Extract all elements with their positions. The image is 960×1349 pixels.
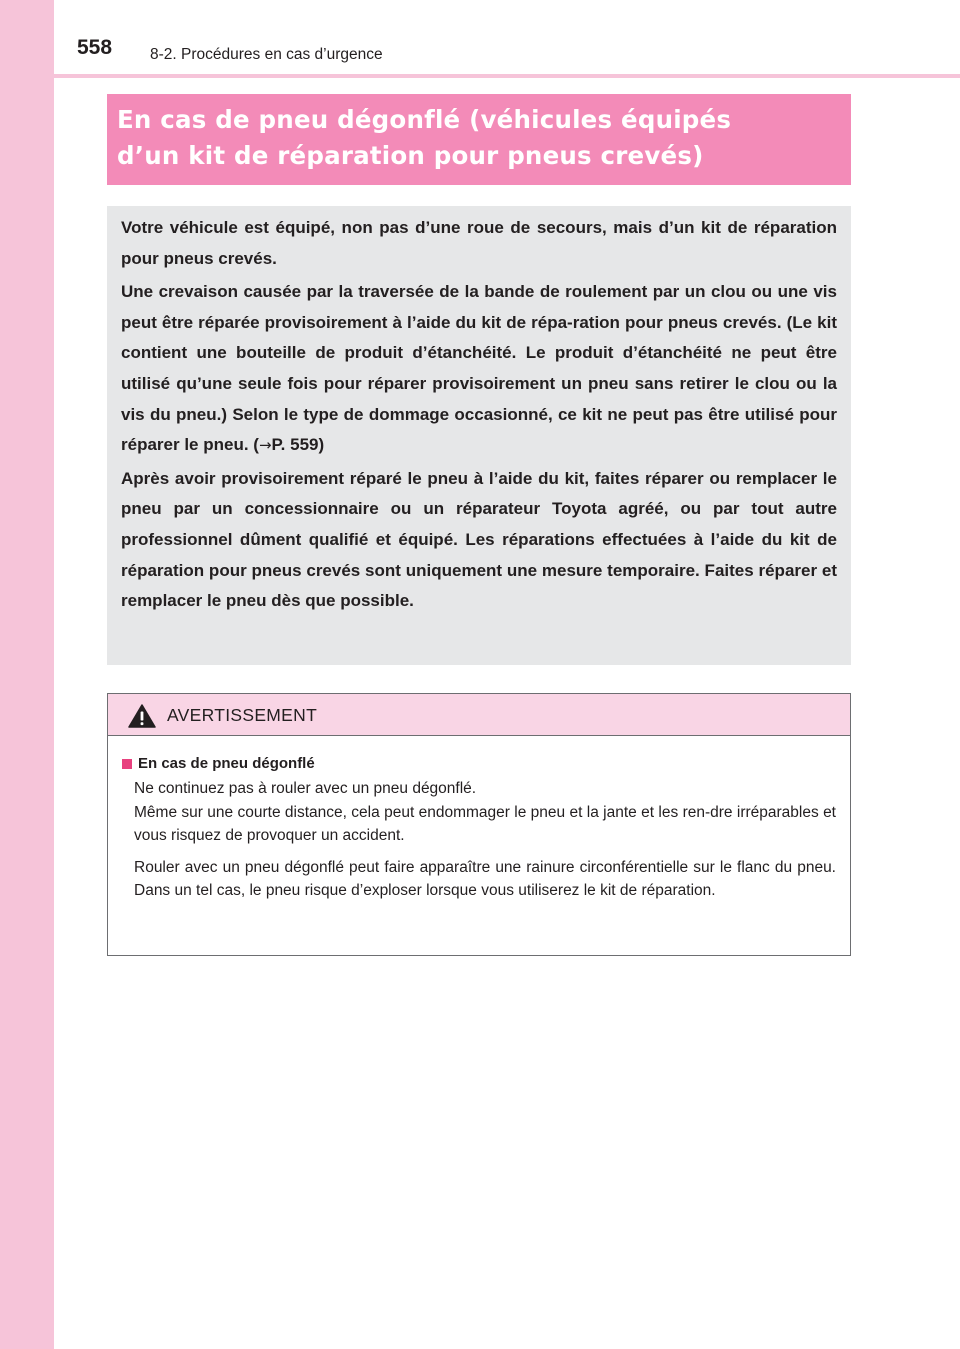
intro-paragraph-1: Votre véhicule est équipé, non pas d’une roue de secours, mais d’un kit de réparation pour pneus crevés. xyxy=(121,218,837,268)
warning-label: AVERTISSEMENT xyxy=(167,705,318,725)
section-title-line-1: En cas de pneu dégonflé (véhicules équipés xyxy=(117,105,732,134)
warning-paragraph-1: Ne continuez pas à rouler avec un pneu dégonflé. xyxy=(134,780,477,797)
section-breadcrumb: 8-2. Procédures en cas d’urgence xyxy=(150,46,383,63)
section-title-banner xyxy=(107,94,851,185)
warning-header xyxy=(108,694,850,736)
warning-paragraph-2: Même sur une courte distance, cela peut endommager le pneu et la jante et les ren-dre irréparables et vous risquez de provoquer un accident. xyxy=(134,803,836,844)
warning-heading xyxy=(122,753,836,775)
section-title-line-2: d’un kit de réparation pour pneus crevés) xyxy=(117,141,704,170)
left-margin-band xyxy=(0,0,54,1349)
intro-paragraph-2-text: Une crevaison causée par la traversée de la bande de roulement par un clou ou une vis peut être réparée provisoirement à l’aide du kit de répa-ration pour pneus crevés. (Le kit contient une bouteille de produit d’étanchéité. Le produit d’étanchéité ne peut être utilisé qu’une seule fois pour réparer provisoirement un pneu sans retirer le clou ou la vis du pneu.) Selon le type de dommage occasionné, ce kit ne peut pas être utilisé pour réparer le pneu. ( xyxy=(121,282,837,455)
warning-heading-text: En cas de pneu dégonflé xyxy=(138,755,315,772)
warning-paragraph-3: Rouler avec un pneu dégonflé peut faire apparaître une rainure circonférentielle sur le flanc du pneu. Dans un tel cas, le pneu risque d’exploser lorsque vous utiliserez le kit de réparation. xyxy=(134,858,836,899)
intro-panel xyxy=(107,206,851,665)
warning-triangle-icon xyxy=(128,704,156,728)
warning-body xyxy=(108,736,850,903)
page-reference-link[interactable]: P. 559) xyxy=(271,435,325,455)
warning-box xyxy=(107,693,851,956)
intro-paragraph-2 xyxy=(121,277,837,461)
page-number: 558 xyxy=(77,36,113,59)
arrow-right-icon: → xyxy=(258,436,272,455)
header-rule xyxy=(54,74,960,78)
intro-paragraph-3: Après avoir provisoirement réparé le pneu à l’aide du kit, faites réparer ou remplacer le pneu par un concessionnaire ou un réparateur Toyota agréé, ou par tout autre professionnel dûment qualifié et équipé. Les réparations effectuées à l’aide du kit de réparation pour pneus crevés sont uniquement une mesure temporaire. Faites réparer et remplacer le pneu dès que possible. xyxy=(121,468,837,611)
section-title xyxy=(117,102,841,174)
bullet-square-icon xyxy=(122,759,132,769)
